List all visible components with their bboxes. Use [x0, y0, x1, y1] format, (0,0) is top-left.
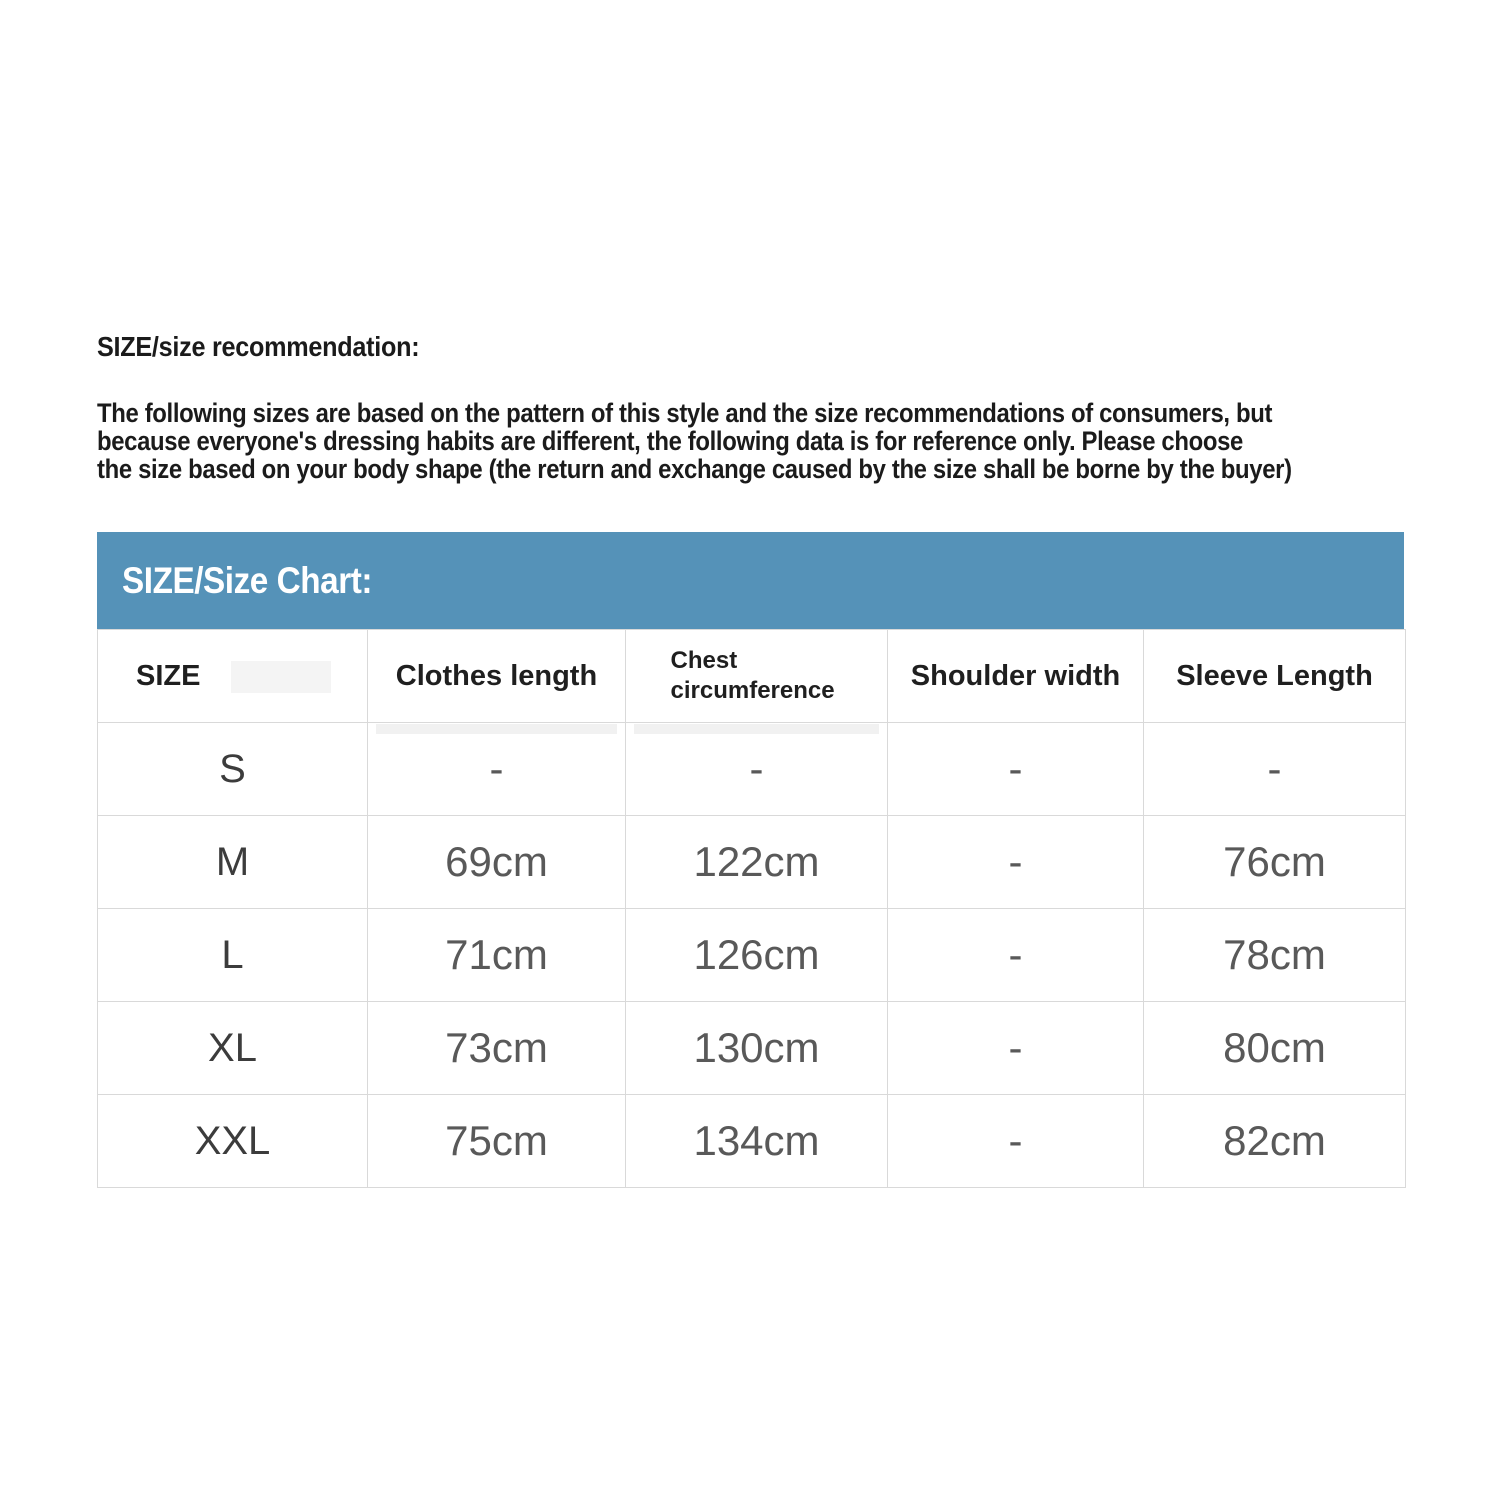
shoulder-cell: - [888, 816, 1144, 909]
size-chart-title: SIZE/Size Chart: [122, 559, 373, 601]
size-chart-table [97, 629, 1406, 1188]
size-recommendation-heading: SIZE/size recommendation: [97, 331, 420, 362]
shoulder-cell: - [888, 723, 1144, 816]
sleeve-cell: 76cm [1144, 816, 1406, 909]
header-row [98, 630, 1406, 723]
sleeve-cell: 82cm [1144, 1095, 1406, 1188]
ghost-artifact [376, 724, 617, 734]
chest-cell [626, 723, 888, 816]
column-header-size [98, 630, 368, 723]
column-header-chest-circumference [626, 630, 888, 723]
ghost-artifact [231, 661, 331, 693]
paragraph-line: because everyone's dressing habits are different, the following data is for reference only. Please choose [97, 426, 1243, 456]
cell-value: - [489, 745, 504, 792]
clothes-length-cell: 69cm [368, 816, 626, 909]
clothes-length-cell: 73cm [368, 1002, 626, 1095]
ghost-artifact [634, 724, 879, 734]
column-header-shoulder-width: Shoulder width [888, 630, 1144, 723]
chest-cell: 122cm [626, 816, 888, 909]
sleeve-cell: 80cm [1144, 1002, 1406, 1095]
sleeve-cell: - [1144, 723, 1406, 816]
column-header-size-label: SIZE [136, 659, 201, 692]
column-header-clothes-length: Clothes length [368, 630, 626, 723]
clothes-length-cell: 75cm [368, 1095, 626, 1188]
table-row-xxl [98, 1095, 1406, 1188]
table-row-s [98, 723, 1406, 816]
clothes-length-cell [368, 723, 626, 816]
size-recommendation-paragraph [97, 399, 1447, 483]
shoulder-cell: - [888, 909, 1144, 1002]
cell-value: - [749, 745, 764, 792]
shoulder-cell: - [888, 1002, 1144, 1095]
table-row-l [98, 909, 1406, 1002]
size-cell: S [98, 723, 368, 816]
table-row-xl [98, 1002, 1406, 1095]
size-cell: XXL [98, 1095, 368, 1188]
chest-cell: 130cm [626, 1002, 888, 1095]
table-row-m [98, 816, 1406, 909]
sleeve-cell: 78cm [1144, 909, 1406, 1002]
chest-cell: 134cm [626, 1095, 888, 1188]
paragraph-line: The following sizes are based on the pattern of this style and the size recommendations of consumers, but [97, 398, 1273, 428]
size-cell: XL [98, 1002, 368, 1095]
size-cell: M [98, 816, 368, 909]
size-cell: L [98, 909, 368, 1002]
size-chart-title-bar [97, 532, 1404, 629]
column-header-sleeve-length: Sleeve Length [1144, 630, 1406, 723]
shoulder-cell: - [888, 1095, 1144, 1188]
paragraph-line: the size based on your body shape (the return and exchange caused by the size shall be borne by the buyer) [97, 454, 1292, 484]
clothes-length-cell: 71cm [368, 909, 626, 1002]
column-header-chest-label: Chest circumference [670, 647, 835, 704]
chest-cell: 126cm [626, 909, 888, 1002]
